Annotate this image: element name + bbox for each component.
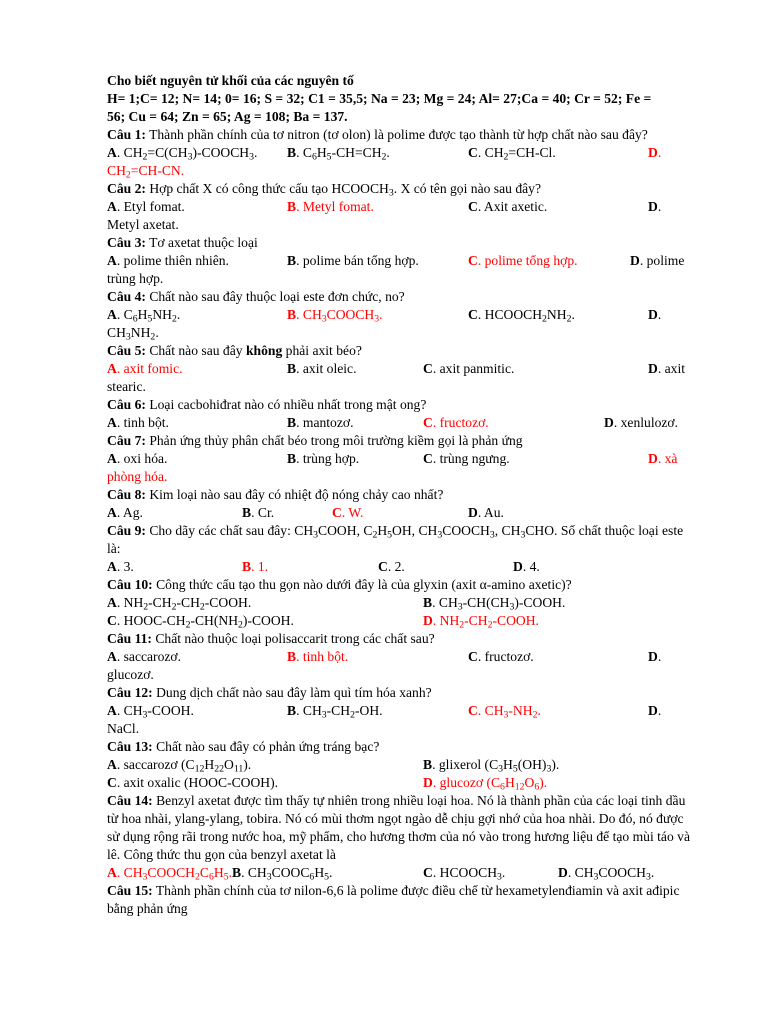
option-d-continued: Metyl axetat. [107,217,179,232]
question-label: Câu 12: [107,685,153,700]
question-text: Thành phần chính của tơ nilon-6,6 là polime được điều chế từ hexametylenđiamin và axit ađipic bằng phản ứng [107,883,680,916]
question-label: Câu 1: [107,127,146,142]
option-row [107,450,697,468]
question-stem [107,288,697,306]
question-text: Phản ứng thủy phân chất béo trong môi trường kiềm gọi là phản ứng [149,433,523,448]
document-page [107,72,697,918]
option-d-continued: $CH_2=CH-CN$. [107,163,185,181]
option-b: B. $CH_3-CH_2-OH$. [287,703,383,721]
question-text: Dung dịch chất nào sau đây làm quì tím hóa xanh? [156,685,432,700]
question-label: Câu 3: [107,235,146,250]
option-d: D. $CH_3COOCH_3$. [558,865,655,883]
question-label: Câu 11: [107,631,152,646]
option-a: A. saccarozơ $(C_{12}H_{22}O_{11})$. [107,757,252,775]
question-text: Chất nào thuộc loại polisaccarit trong các chất sau? [155,631,435,646]
option-b: B. $C_6H_5-CH=CH_2$. [287,145,390,163]
option-b: B. axit oleic. [287,361,357,376]
option-d-continued: $CH_3NH_2$. [107,325,159,343]
option-row [107,612,697,630]
question-stem [107,738,697,756]
option-d-continued: trùng hợp. [107,271,164,286]
option-row [107,252,697,270]
question-text: Chất nào sau đây thuộc loại este đơn chức, no? [149,289,405,304]
question-text: Tơ axetat thuộc loại [149,235,258,250]
question-label: Câu 6: [107,397,146,412]
option-c: C. $CH_3-NH_2$. [468,703,541,721]
option-d: D. $NH_2-CH_2$-COOH. [423,613,539,631]
question-stem [107,180,697,198]
option-a: A. oxi hóa. [107,451,168,466]
option-row [107,594,697,612]
question-stem [107,486,697,504]
question-stem [107,432,697,450]
option-c: C. axit panmitic. [423,361,515,376]
question-text: Chất nào sau đây không phải axit béo? [149,343,362,358]
option-a: A. Ag. [107,505,143,520]
option-row [107,648,697,666]
option-row [107,144,697,162]
option-row [107,864,697,882]
option-a: A. tinh bột. [107,415,169,430]
option-b: B. 1. [242,559,269,574]
option-row [107,306,697,324]
option-b: B. tinh bột. [287,649,349,664]
option-d: D. xenlulozơ. [604,415,679,430]
option-row [107,558,697,576]
option-a: A. 3. [107,559,134,574]
option-c: C. $CH_2=CH-Cl$. [468,145,556,163]
question-label: Câu 5: [107,343,146,358]
option-c: C. trùng ngưng. [423,451,510,466]
option-b: B. trùng hợp. [287,451,360,466]
question-label: Câu 13: [107,739,153,754]
option-b: B. glixerol $(C_3H_5(OH)_3)$. [423,757,560,775]
option-a: A. saccarozơ. [107,649,181,664]
question-text: Kim loại nào sau đây có nhiệt độ nóng chảy cao nhất? [149,487,444,502]
option-d-letter: D. [648,307,662,322]
option-a-and-b: A. $CH_3COOCH_2C_6H_5.B$. $CH_3COOC_6H_5$. [107,865,333,883]
question-stem [107,792,697,864]
question-stem [107,882,697,918]
question-label: Câu 2: [107,181,146,196]
option-a: A. polime thiên nhiên. [107,253,229,268]
question-stem [107,396,697,414]
question-text: Loại cacbohiđrat nào có nhiều nhất trong mật ong? [149,397,427,412]
option-d-continued: glucozơ. [107,667,154,682]
option-a: A. $CH_2=C(CH_3)-COOCH_3$. [107,145,258,163]
option-c: C. fructozơ. [423,415,489,430]
option-b: B. Metyl fomat. [287,199,374,214]
option-c: C. Axit axetic. [468,199,548,214]
option-a: A. Etyl fomat. [107,199,185,214]
option-row [107,198,697,216]
atomic-masses-line-1: H= 1;C= 12; N= 14; 0= 16; S = 32; C1 = 35,5; Na = 23; Mg = 24; Al= 27;Ca = 40; Cr = 52; Fe = [107,91,652,106]
question-label: Câu 14: [107,793,153,808]
option-b: B. polime bán tổng hợp. [287,253,419,268]
option-row [107,414,697,432]
option-row [107,504,697,522]
option-c: C. HOOC-$CH_2-CH(NH_2)$-COOH. [107,613,294,631]
option-d-start: D. polime [630,253,685,268]
option-c: C. polime tổng hợp. [468,253,578,268]
option-b: B. mantozơ. [287,415,354,430]
question-text: Công thức cấu tạo thu gọn nào dưới đây là của glyxin (axit α-amino axetic)? [156,577,572,592]
option-d-start: D. xà [648,451,678,466]
option-d: D. glucozơ $(C_6H_{12}O_6)$. [423,775,548,793]
option-b: B. $CH_3COOCH_3$. [287,307,383,325]
option-d-start: D. axit [648,361,686,376]
option-d-letter: D. [648,145,662,160]
question-label: Câu 8: [107,487,146,502]
question-text: Cho dãy các chất sau đây: $CH_3COOH$, $C_2H_5OH$, $CH_3COOCH_3$, $CH_3CHO$. Số chất thuộc loại este là: [107,523,684,556]
option-row [107,702,697,720]
option-a: A. $C_6H_5NH_2$. [107,307,181,325]
option-c: C. 2. [378,559,405,574]
option-d-letter: D. [648,199,662,214]
question-text: Hợp chất X có công thức cấu tạo $HCOOCH_3$. X có tên gọi nào sau đây? [149,181,541,199]
question-stem [107,684,697,702]
option-row [107,756,697,774]
question-stem [107,234,697,252]
question-text: Chất nào sau đây có phản ứng tráng bạc? [156,739,380,754]
question-text: Thành phần chính của tơ nitron (tơ olon) là polime được tạo thành từ hợp chất nào sau đây? [149,127,648,142]
option-b: B. Cr. [242,505,275,520]
option-c: C. $HCOOCH_2NH_2$. [468,307,575,325]
question-stem [107,576,697,594]
question-stem [107,522,697,558]
question-label: Câu 15: [107,883,153,898]
option-c: C. $HCOOCH_3$. [423,865,506,883]
question-label: Câu 10: [107,577,153,592]
question-text: Benzyl axetat được tìm thấy tự nhiên trong nhiều loại hoa. Nó là thành phần của các loại tinh dầu từ hoa nhài, ylang-ylang, tobira. Nó có mùi thơm ngọt ngào dễ chịu gợi nhớ của hoa nhài. Do đó, nó được sử dụng rộng rãi trong nước hoa, mỹ phẩm, cho hương thơm của nó vào trong hương liệu để tạo mùi táo và lê. Công thức thu gọn của benzyl axetat là [107,793,690,862]
option-d-letter: D. [648,649,662,664]
question-stem [107,342,697,360]
option-a: A. axit fomic. [107,361,183,376]
option-a: A. $NH_2-CH_2-CH_2$-COOH. [107,595,252,613]
option-d-continued: NaCl. [107,721,140,736]
question-stem [107,630,697,648]
question-label: Câu 7: [107,433,146,448]
atomic-masses-line-2: 56; Cu = 64; Zn = 65; Ag = 108; Ba = 137. [107,109,348,124]
option-b: B. $CH_3-CH(CH_3)$-COOH. [423,595,566,613]
doc-title: Cho biết nguyên tử khối của các nguyên tố [107,73,354,88]
question-stem [107,126,697,144]
option-c: C. axit oxalic (HOOC-COOH). [107,775,279,790]
option-d: D. Au. [468,505,504,520]
option-c: C. fructozơ. [468,649,534,664]
question-label: Câu 9: [107,523,146,538]
question-label: Câu 4: [107,289,146,304]
option-d-letter: D. [648,703,662,718]
option-row [107,774,697,792]
option-d-continued: stearic. [107,379,146,394]
option-row [107,360,697,378]
option-a: A. $CH_3$-COOH. [107,703,194,721]
option-c: C. W. [332,505,364,520]
option-d-continued: phòng hóa. [107,469,168,484]
option-d: D. 4. [513,559,540,574]
